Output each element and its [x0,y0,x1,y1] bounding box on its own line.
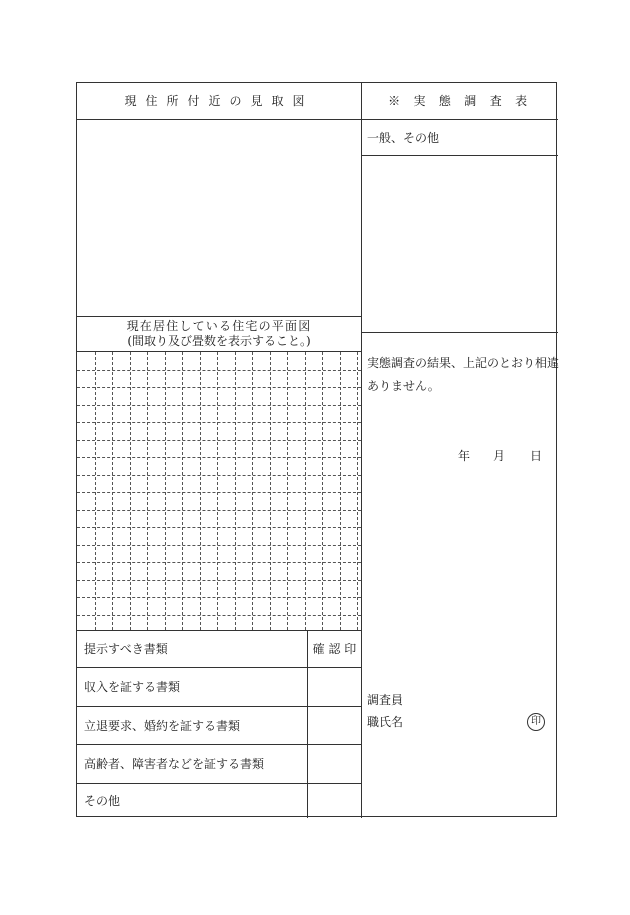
grid-vertical-dash-line [130,352,131,630]
grid-horizontal-dash-line [77,545,361,546]
grid-vertical-dash-line [147,352,148,630]
grid-vertical-dash-line [322,352,323,630]
grid-horizontal-dash-line [77,475,361,476]
floorplan-instruction: (間取り及び畳数を表示すること。) [127,334,311,348]
document-row-eviction-engagement: 立退要求、婚約を証する書類 [84,719,241,733]
documents-row-rule [77,667,361,668]
title-name-label: 職氏名 [367,715,404,729]
documents-header-label: 提示すべき書類 [84,642,168,656]
grid-horizontal-dash-line [77,580,361,581]
investigator-label: 調査員 [367,693,404,707]
grid-horizontal-dash-line [77,457,361,458]
grid-vertical-dash-line [217,352,218,630]
header-rule [77,119,558,120]
vicinity-map-title: 現住所付近の見取図 [124,94,314,108]
floorplan-heading-rule [77,351,361,352]
seal-stamp-mark: 印 [527,713,545,731]
grid-vertical-dash-line [200,352,201,630]
documents-row-rule [77,783,361,784]
grid-horizontal-dash-line [77,370,361,371]
general-area-rule [362,332,558,333]
document-row-elderly-disabled: 高齢者、障害者などを証する書類 [84,757,265,771]
grid-horizontal-dash-line [77,510,361,511]
documents-row-rule [77,744,361,745]
survey-table-title: ※ 実 態 調 査 表 [388,94,532,108]
grid-vertical-dash-line [235,352,236,630]
grid-vertical-dash-line [357,352,358,630]
date-day-label: 日 [530,449,543,463]
grid-horizontal-dash-line [77,527,361,528]
stamp-header-label: 確 認 印 [312,642,357,656]
survey-confirmation-line2: ありません。 [367,379,440,393]
document-row-income: 収入を証する書類 [84,680,181,694]
grid-vertical-dash-line [112,352,113,630]
grid-horizontal-dash-line [77,405,361,406]
grid-vertical-dash-line [340,352,341,630]
grid-vertical-dash-line [270,352,271,630]
general-rule [362,155,558,156]
document-row-other: その他 [84,794,121,808]
grid-horizontal-dash-line [77,562,361,563]
documents-top-rule [77,630,361,631]
survey-confirmation-line1: 実態調査の結果、上記のとおり相違 [367,356,560,370]
floorplan-title: 現在居住している住宅の平面図 [126,319,312,333]
documents-row-rule [77,706,361,707]
grid-vertical-dash-line [252,352,253,630]
date-year-label: 年 [458,449,471,463]
grid-horizontal-dash-line [77,597,361,598]
stamp-column-divider [307,630,308,818]
grid-vertical-dash-line [182,352,183,630]
grid-horizontal-dash-line [77,440,361,441]
center-divider [361,83,362,818]
grid-vertical-dash-line [287,352,288,630]
grid-vertical-dash-line [305,352,306,630]
grid-horizontal-dash-line [77,387,361,388]
grid-horizontal-dash-line [77,492,361,493]
grid-horizontal-dash-line [77,422,361,423]
grid-vertical-dash-line [165,352,166,630]
grid-vertical-dash-line [95,352,96,630]
date-month-label: 月 [493,449,506,463]
general-other-label: 一般、その他 [367,131,440,145]
vicinity-map-rule [77,316,361,317]
survey-form [76,82,560,817]
grid-horizontal-dash-line [77,615,361,616]
